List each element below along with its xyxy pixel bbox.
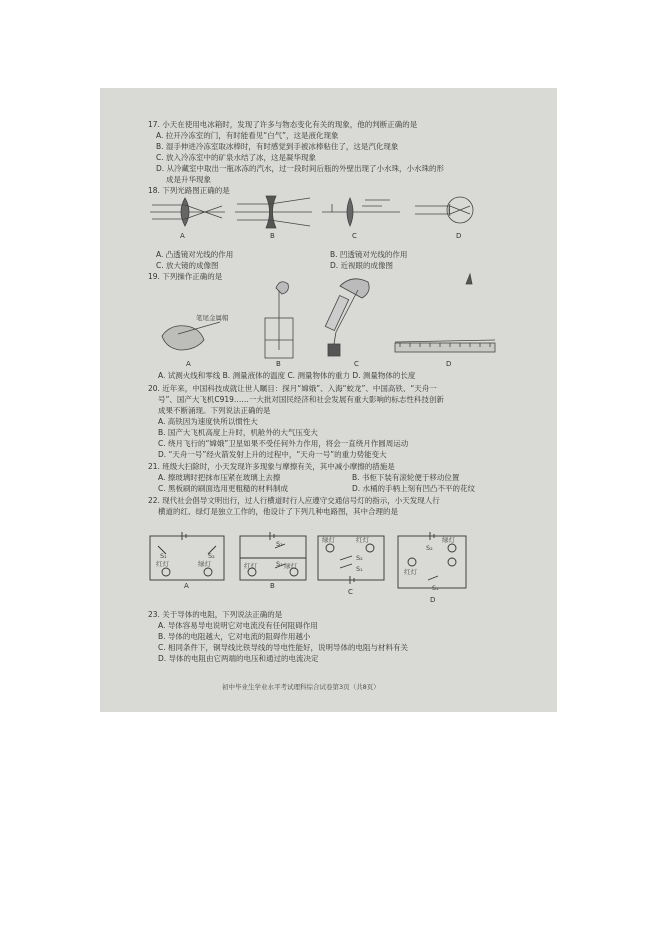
q22-label-c: C xyxy=(348,588,353,596)
q18-option-b: B. 凹透镜对光线的作用 xyxy=(330,250,408,259)
q19-stem: 19. 下列操作正确的是 xyxy=(148,272,223,281)
q20-option-b: B. 国产大飞机高度上升时，机舱外的大气压变大 xyxy=(158,428,318,437)
q22c-s1: S₁ xyxy=(356,565,363,573)
q18-stem: 18. 下列光路图正确的是 xyxy=(148,186,230,195)
q21-option-a: A. 擦玻璃时把抹布压紧在玻璃上去擦 xyxy=(158,473,281,482)
q18-option-c: C. 放大镜的成像图 xyxy=(156,261,219,270)
q17-stem: 17. 小天在使用电冰箱时，发现了许多与物态变化有关的现象，他的判断正确的是 xyxy=(148,120,418,129)
q21-stem: 21. 班级大扫除时，小天发现许多现象与摩擦有关，其中减小摩擦的措施是 xyxy=(148,462,395,471)
q22b-s1: S₁ xyxy=(276,560,283,568)
q20-option-d: D. “天舟一号”经火箭发射上升的过程中，“天舟一号”的重力势能变大 xyxy=(158,450,387,459)
q23-option-b: B. 导体的电阻越大，它对电流的阻碍作用越小 xyxy=(158,632,311,641)
q22a-s2: S₂ xyxy=(208,552,215,560)
q19-options: A. 试测火线和零线 B. 测量液体的温度 C. 测量物体的重力 D. 测量物体的长度 xyxy=(158,371,416,380)
q22a-s1: S₁ xyxy=(160,552,167,560)
exam-page xyxy=(100,88,557,712)
q22a-red: 红灯 xyxy=(156,560,169,568)
q22b-red: 红灯 xyxy=(244,562,257,570)
q20-stem-2: 号”、国产大飞机C919……一大批对国民经济和社会发展有重大影响的标志性科技创新 xyxy=(158,395,444,404)
q20-stem-1: 20. 近年来，中国科技成就让世人瞩目：探月“嫦娥”、入海“蛟龙”、中国高铁、“天舟一 xyxy=(148,384,437,393)
q18-label-a: A xyxy=(180,232,185,240)
q22-stem-2: 横道的红、绿灯是独立工作的，他设计了下列几种电路图，其中合理的是 xyxy=(158,507,398,516)
q22-label-a: A xyxy=(184,582,189,590)
q22d-s2: S₂ xyxy=(426,544,433,552)
q22-label-b: B xyxy=(270,582,275,590)
q22d-green: 绿灯 xyxy=(442,536,455,544)
q19-label-a: A xyxy=(186,360,191,368)
q22a-green: 绿灯 xyxy=(198,560,211,568)
q20-option-c: C. 绕月飞行的“嫦娥”卫星如果不受任何外力作用，将会一直绕月作圆周运动 xyxy=(158,439,409,448)
q23-stem: 23. 关于导体的电阻，下列说法正确的是 xyxy=(148,610,283,619)
q21-option-b: B. 书柜下装有滚轮便于移动位置 xyxy=(352,473,460,482)
q22b-s2: S₂ xyxy=(276,540,283,548)
q22b-green: 绿灯 xyxy=(284,562,297,570)
page-footer: 初中毕业生学业水平考试理科综合试卷第3页（共8页） xyxy=(222,683,380,691)
q18-label-d: D xyxy=(456,232,462,240)
q17-option-d-cont: 成是升华现象 xyxy=(166,175,211,184)
q18-option-d: D. 近视眼的成像图 xyxy=(330,261,394,270)
q22c-s2: S₂ xyxy=(356,554,363,562)
q19-label-b: B xyxy=(276,360,281,368)
q18-label-c: C xyxy=(352,232,357,240)
q17-option-c: C. 放入冷冻室中的矿泉水结了冰，这是凝华现象 xyxy=(156,153,317,162)
q22c-red: 红灯 xyxy=(356,536,369,544)
q20-stem-3: 成果不断涌现。下列说法正确的是 xyxy=(158,406,271,415)
q17-option-b: B. 湿手伸进冷冻室取冰棒时，有时感觉到手被冰棒粘住了，这是汽化现象 xyxy=(156,142,399,151)
q23-option-c: C. 相同条件下，铜导线比铁导线的导电性能好，说明导体的电阻与材料有关 xyxy=(158,643,409,652)
q20-option-a: A. 高铁因为速度快所以惯性大 xyxy=(158,417,258,426)
q22-stem-1: 22. 现代社会倡导文明出行，过人行横道时行人应遵守交通信号灯的指示，小天发现人行 xyxy=(148,496,440,505)
q19-label-c: C xyxy=(354,360,359,368)
q18-label-b: B xyxy=(270,232,275,240)
q18-option-a: A. 凸透镜对光线的作用 xyxy=(156,250,234,259)
q22c-green: 绿灯 xyxy=(322,536,335,544)
q22d-s1: S₁ xyxy=(432,584,439,592)
q21-option-d: D. 水桶的手柄上刻有凹凸不平的花纹 xyxy=(352,484,476,493)
q23-option-a: A. 导体容易导电说明它对电流没有任何阻碍作用 xyxy=(158,621,318,630)
q17-option-d: D. 从冷藏室中取出一瓶冰冻的汽水，过一段时间后瓶的外壁出现了小水珠，小水珠的形 xyxy=(156,164,445,173)
q23-option-d: D. 导体的电阻由它两端的电压和通过的电流决定 xyxy=(158,654,319,663)
q22-label-d: D xyxy=(430,596,436,604)
q19-label-d: D xyxy=(446,360,452,368)
q17-option-a: A. 拉开冷冻室的门，有时能看见“白气”，这是液化现象 xyxy=(156,131,339,140)
q22d-red: 红灯 xyxy=(404,568,417,576)
q19-pen-label: 笔尾金属帽 xyxy=(196,314,229,322)
q21-option-c: C. 黑板刷的刷面选用更粗糙的材料制成 xyxy=(158,484,289,493)
